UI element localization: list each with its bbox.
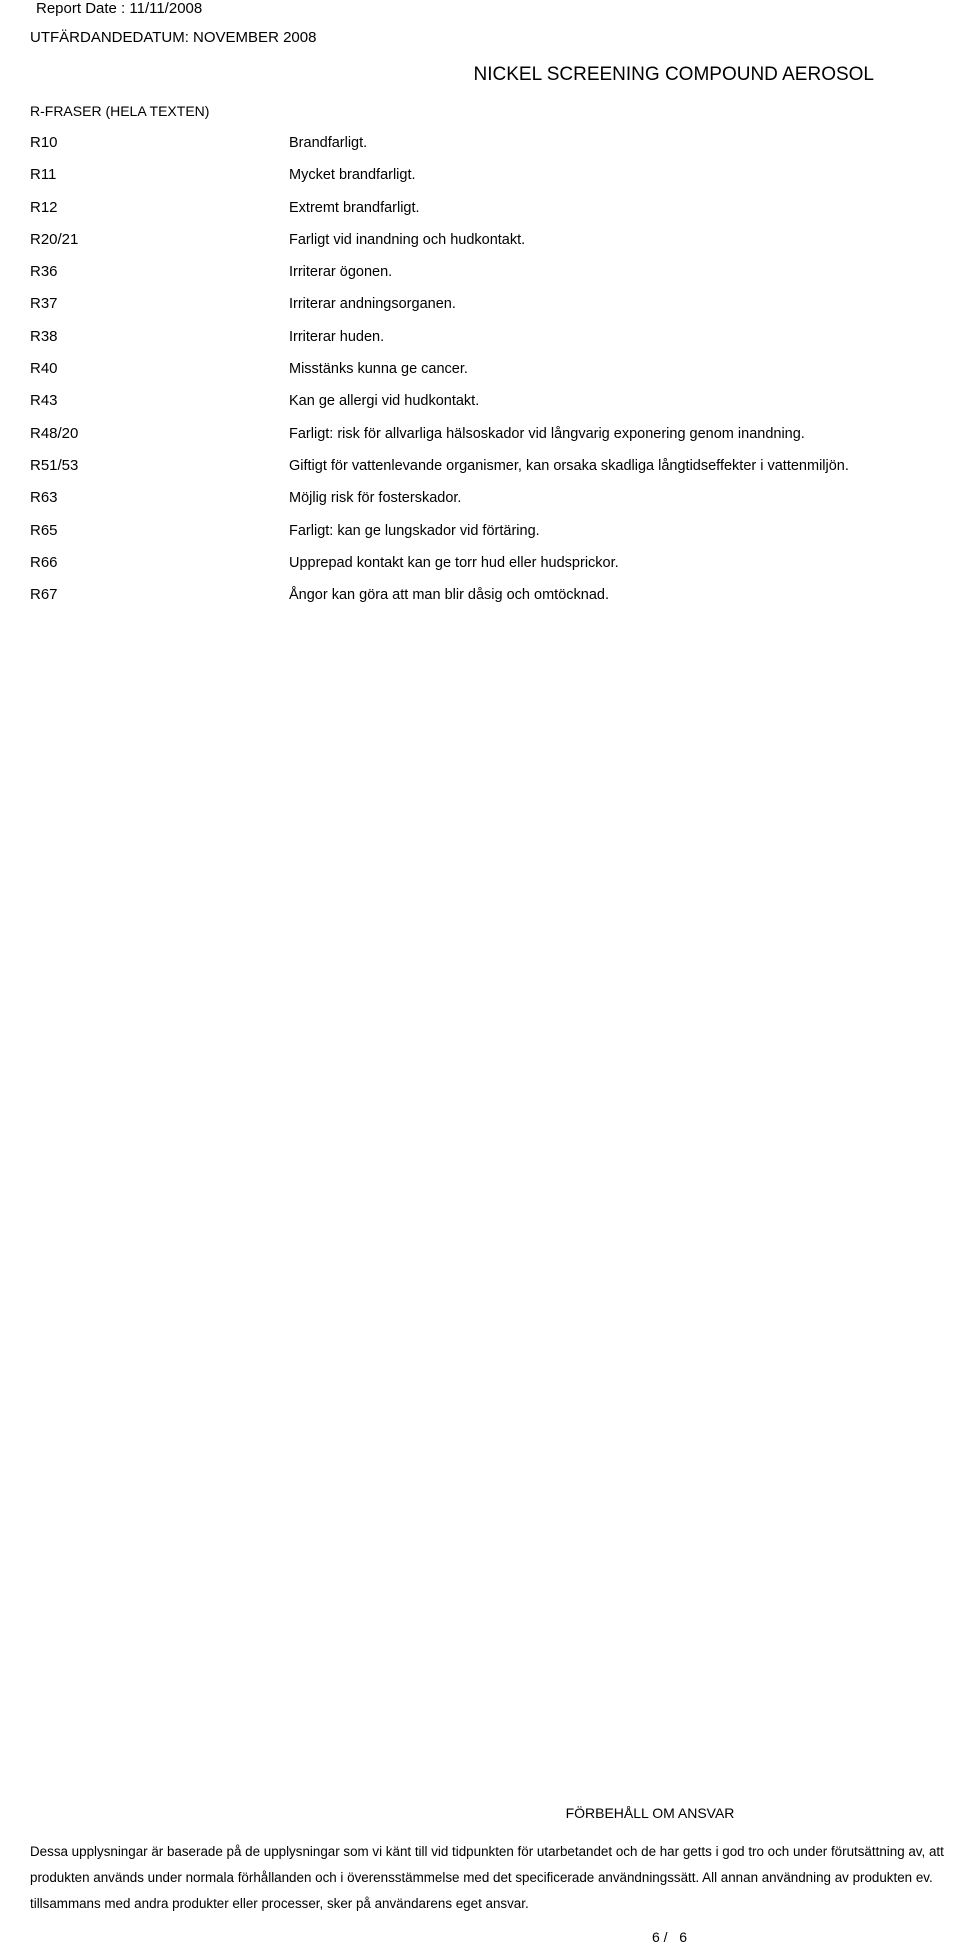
r-phrase-row xyxy=(30,199,930,231)
r-phrase-code: R63 xyxy=(30,489,58,507)
r-phrase-text: Möjlig risk för fosterskador. xyxy=(289,490,462,507)
r-phrase-text: Misstänks kunna ge cancer. xyxy=(289,361,468,378)
r-phrase-row xyxy=(30,554,930,586)
r-phrase-text: Ångor kan göra att man blir dåsig och omtöcknad. xyxy=(289,587,609,604)
r-phrase-row xyxy=(30,489,930,521)
r-phrase-text: Extremt brandfarligt. xyxy=(289,199,420,216)
r-phrase-code: R67 xyxy=(30,586,58,604)
r-phrase-code: R51/53 xyxy=(30,456,79,474)
r-phrase-row xyxy=(30,134,930,166)
r-phrase-text: Giftigt för vattenlevande organismer, kan orsaka skadliga långtidseffekter i vattenmiljön. xyxy=(289,457,849,474)
r-phrase-code: R40 xyxy=(30,360,58,378)
r-phrase-code: R12 xyxy=(30,198,58,216)
r-phrase-row xyxy=(30,425,930,457)
r-phrase-code: R43 xyxy=(30,392,58,410)
issue-date: UTFÄRDANDEDATUM: NOVEMBER 2008 xyxy=(30,29,317,46)
r-phrase-row xyxy=(30,295,930,327)
r-phrase-code: R65 xyxy=(30,521,58,539)
r-phrase-code: R38 xyxy=(30,327,58,345)
r-phrase-code: R20/21 xyxy=(30,230,79,248)
disclaimer-body: Dessa upplysningar är baserade på de upplysningar som vi känt till vid tidpunkten för utarbetandet och de har getts i god tro och under förutsättning av, att produkten används under normala förhållanden och i överensstämmelse med det specificerade användningssätt. All annan användning av produkten ev. tillsammans med andra produkter eller processer, sker på användarens eget ansvar. xyxy=(30,1844,944,1911)
r-phrase-text: Irriterar andningsorganen. xyxy=(289,296,456,313)
section-title: R-FRASER (HELA TEXTEN) xyxy=(30,103,210,119)
r-phrase-row xyxy=(30,360,930,392)
r-phrase-row xyxy=(30,263,930,295)
r-phrase-code: R36 xyxy=(30,263,58,281)
r-phrase-text: Farligt: kan ge lungskador vid förtäring. xyxy=(289,522,540,539)
r-phrase-row xyxy=(30,328,930,360)
r-phrase-text: Irriterar ögonen. xyxy=(289,264,393,281)
report-date: Report Date : 11/11/2008 xyxy=(36,0,203,17)
r-phrase-row xyxy=(30,231,930,263)
r-phrase-text: Mycket brandfarligt. xyxy=(289,167,416,184)
r-phrase-code: R11 xyxy=(30,166,57,184)
r-phrase-text: Farligt vid inandning och hudkontakt. xyxy=(289,231,526,248)
r-phrase-text: Farligt: risk för allvarliga hälsoskador vid långvarig exponering genom inandning. xyxy=(289,425,805,442)
r-phrase-row xyxy=(30,166,930,198)
r-phrase-row xyxy=(30,392,930,424)
disclaimer-title: FÖRBEHÅLL OM ANSVAR xyxy=(565,1805,735,1821)
r-phrase-text: Irriterar huden. xyxy=(289,328,385,345)
product-name: NICKEL SCREENING COMPOUND AEROSOL xyxy=(473,64,874,85)
r-phrase-text: Upprepad kontakt kan ge torr hud eller hudsprickor. xyxy=(289,554,619,571)
r-phrase-row xyxy=(30,522,930,554)
r-phrase-code: R37 xyxy=(30,295,58,313)
r-phrase-code: R10 xyxy=(30,134,58,151)
r-phrase-code: R48/20 xyxy=(30,424,79,442)
page-number: 6 / 6 xyxy=(652,1929,688,1945)
r-phrase-row xyxy=(30,457,930,489)
r-phrase-list xyxy=(30,134,930,618)
r-phrase-code: R66 xyxy=(30,553,58,571)
r-phrase-row xyxy=(30,586,930,618)
r-phrase-text: Brandfarligt. xyxy=(289,135,368,151)
r-phrase-text: Kan ge allergi vid hudkontakt. xyxy=(289,393,480,410)
